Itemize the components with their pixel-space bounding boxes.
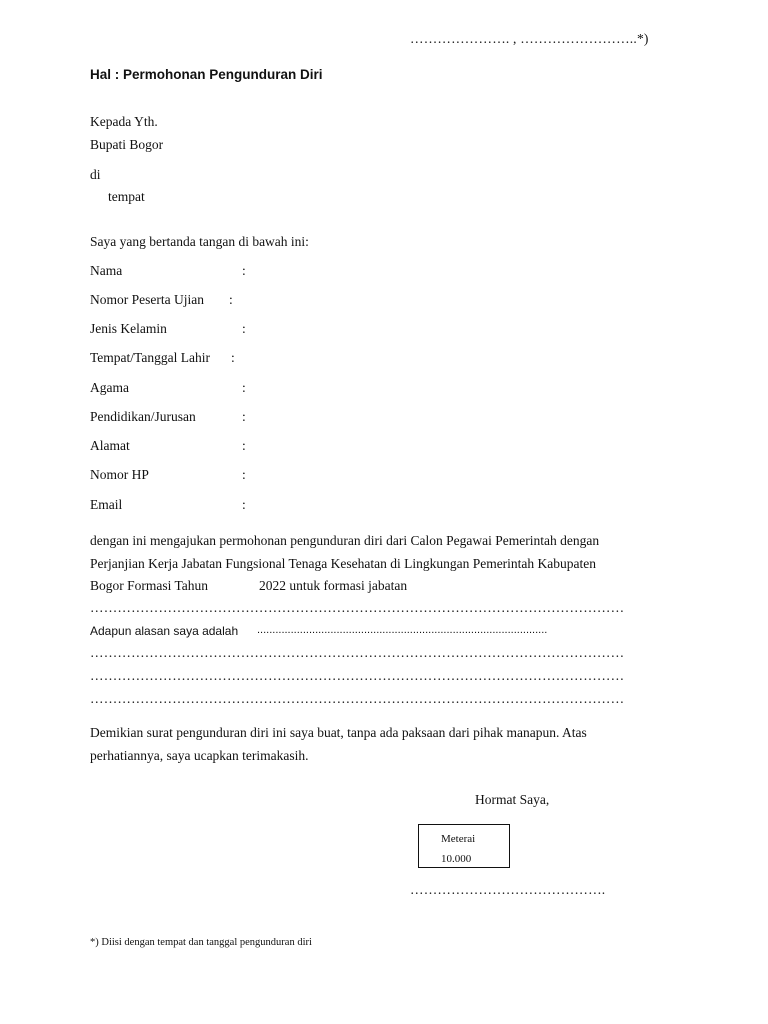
field-colon: : [242, 321, 246, 336]
reason-dots: ............................................................................................... [257, 624, 548, 636]
reason-label: Adapun alasan saya adalah [90, 624, 239, 638]
field-label: Pendidikan/Jurusan [90, 409, 196, 424]
intro-text: Saya yang bertanda tangan di bawah ini: [90, 234, 309, 249]
body-line-2: Perjanjian Kerja Jabatan Fungsional Tenaga Kesehatan di Lingkungan Pemerintah Kabupaten [90, 556, 597, 571]
addressee-line-4: tempat [108, 189, 145, 204]
place-date-line: …………………. , ……………………..*) [410, 31, 649, 46]
field-label: Nama [90, 263, 123, 278]
body-line-3b: 2022 untuk formasi jabatan [259, 578, 408, 593]
field-label: Tempat/Tanggal Lahir [90, 350, 210, 365]
field-label: Jenis Kelamin [90, 321, 167, 336]
field-colon: : [242, 380, 246, 395]
closing-line-2: perhatiannya, saya ucapkan terimakasih. [90, 748, 309, 763]
field-label: Alamat [90, 438, 130, 453]
field-label: Nomor HP [90, 467, 149, 482]
dotted-line-3: ……………………………………………………………………………………………………… [90, 668, 625, 683]
body-line-3a: Bogor Formasi Tahun [90, 578, 209, 593]
stamp-label: Meterai [441, 833, 476, 845]
signature-name-line: ……………………………………. [410, 882, 606, 897]
field-label: Nomor Peserta Ujian [90, 292, 204, 307]
stamp-duty-box [418, 824, 510, 868]
closing-line-1: Demikian surat pengunduran diri ini saya buat, tanpa ada paksaan dari pihak manapun. Atas [90, 725, 587, 740]
footnote: *) Diisi dengan tempat dan tanggal pengunduran diri [90, 937, 312, 948]
letter-subject: Hal : Permohonan Pengunduran Diri [90, 67, 323, 82]
dotted-line-4: ……………………………………………………………………………………………………… [90, 691, 625, 706]
field-colon: : [242, 438, 246, 453]
field-colon: : [242, 409, 246, 424]
addressee-line-1: Kepada Yth. [90, 114, 158, 129]
dotted-line-1: ……………………………………………………………………………………………………… [90, 600, 625, 615]
field-colon: : [242, 263, 246, 278]
field-label: Email [90, 497, 123, 512]
signature-greeting: Hormat Saya, [475, 792, 550, 807]
dotted-line-2: ……………………………………………………………………………………………………… [90, 645, 625, 660]
field-colon: : [229, 292, 233, 307]
field-label: Agama [90, 380, 129, 395]
field-colon: : [242, 467, 246, 482]
stamp-value: 10.000 [441, 853, 472, 865]
field-colon: : [231, 350, 235, 365]
body-line-1: dengan ini mengajukan permohonan pengunduran diri dari Calon Pegawai Pemerintah dengan [90, 533, 600, 548]
addressee-line-3: di [90, 167, 101, 182]
field-colon: : [242, 497, 246, 512]
addressee-line-2: Bupati Bogor [90, 137, 164, 152]
